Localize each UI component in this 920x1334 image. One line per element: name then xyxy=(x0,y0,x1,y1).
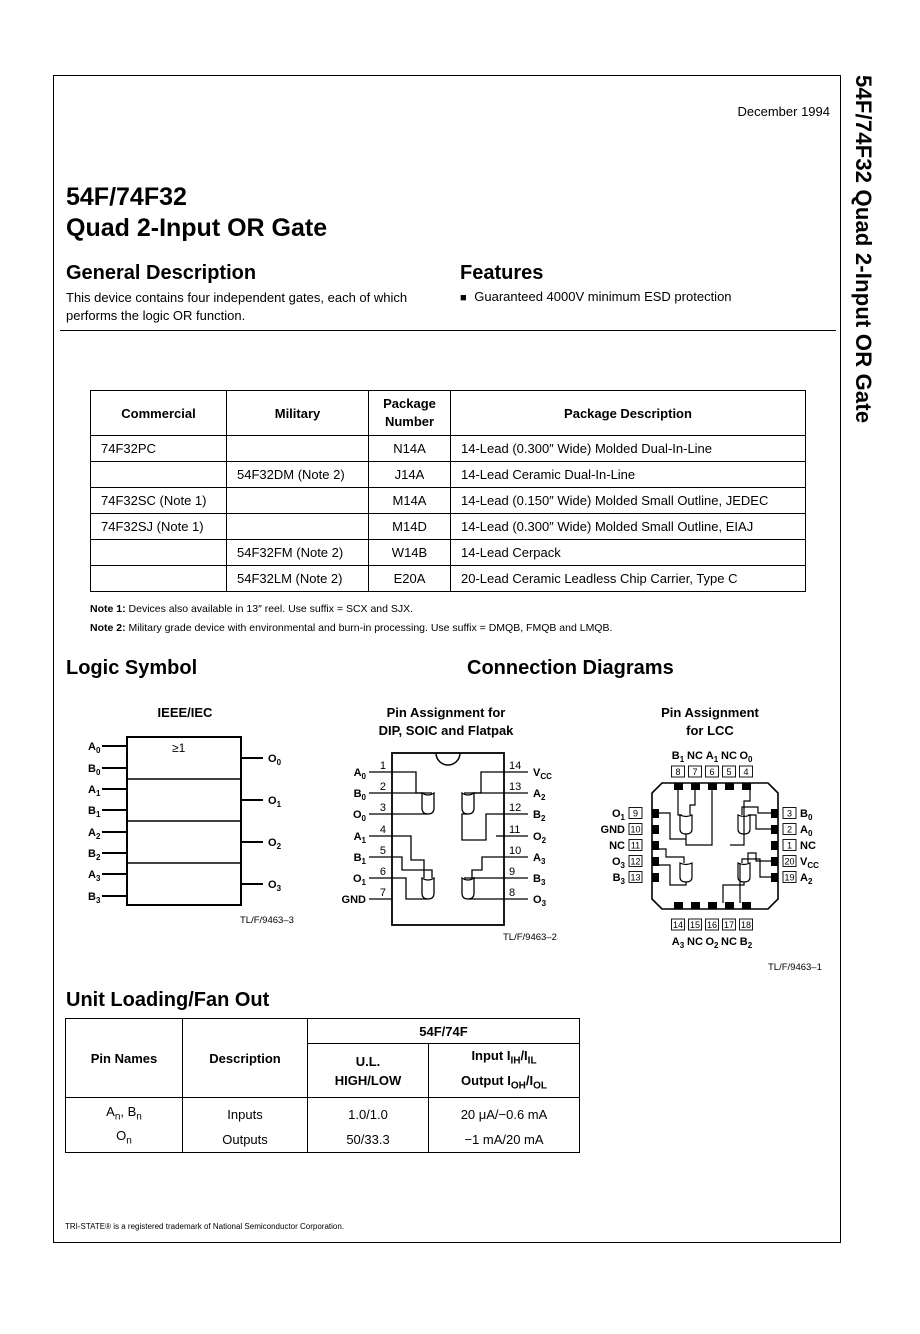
lcc-pin-number: 4 xyxy=(743,767,749,777)
cell-commercial: 74F32SJ (Note 1) xyxy=(91,514,227,540)
general-description-text xyxy=(66,289,407,325)
divider xyxy=(60,330,836,331)
lcc-pin-label: NC xyxy=(800,840,816,852)
input-pin-label: $B_2$ xyxy=(88,848,101,862)
table-row xyxy=(66,1127,580,1153)
logic-symbol-diagram xyxy=(80,728,310,913)
side-title: 54F/74F32 Quad 2-Input OR Gate xyxy=(851,75,876,424)
cell-commercial xyxy=(91,462,227,488)
lcc-pin-number: 2 xyxy=(786,824,793,835)
lcc-pad xyxy=(725,783,734,790)
lcc-pin-number: 1 xyxy=(786,840,793,851)
dip-pin-number: 14 xyxy=(509,760,522,772)
note-2: Note 2: Military grade device with environmental and burn-in processing. Use suffix = DMQB, FMQB and LMQB. xyxy=(90,622,613,634)
cell-package-description: 20-Lead Ceramic Leadless Chip Carrier, Type C xyxy=(451,566,806,592)
lcc-pad xyxy=(771,809,778,818)
output-pin-label: $O_1$ xyxy=(268,795,282,809)
input-pin-label: $A_2$ xyxy=(88,827,101,841)
title-description: Quad 2-Input OR Gate xyxy=(66,214,328,242)
lcc-pin-number: 8 xyxy=(675,767,681,777)
lcc-pin-number: 13 xyxy=(630,872,641,883)
lcc-pin-label: $B_1$ xyxy=(671,750,685,764)
lcc-pad xyxy=(652,825,659,834)
lcc-pin-number: 14 xyxy=(672,920,684,930)
lcc-pad xyxy=(725,902,734,909)
logic-symbol-heading: Logic Symbol xyxy=(66,657,198,679)
cell-commercial: 74F32SC (Note 1) xyxy=(91,488,227,514)
lcc-pad xyxy=(674,902,683,909)
dip-pin-number: 3 xyxy=(379,802,386,814)
lcc-pin-number: 11 xyxy=(630,840,641,851)
lcc-pad xyxy=(652,873,659,882)
cell-commercial xyxy=(91,540,227,566)
date: December 1994 xyxy=(737,104,830,119)
input-pin-label: $A_1$ xyxy=(88,784,101,798)
col-commercial: Commercial xyxy=(91,391,227,436)
lcc-pad xyxy=(691,783,700,790)
lcc-pin-number: 7 xyxy=(692,767,698,777)
lcc-pin-label: $O_0$ xyxy=(739,750,753,764)
table-header-row xyxy=(91,391,806,436)
table-row xyxy=(91,488,806,514)
table-row xyxy=(91,540,806,566)
cell-military: 54F32FM (Note 2) xyxy=(227,540,369,566)
cell-package-description: 14-Lead Ceramic Dual-In-Line xyxy=(451,462,806,488)
lcc-pin-number: 10 xyxy=(630,824,641,835)
lcc-pin-number: 6 xyxy=(709,767,715,777)
lcc-pin-label: $B_2$ xyxy=(739,936,753,950)
cell-military xyxy=(227,514,369,540)
table-row xyxy=(91,514,806,540)
lcc-pin-label: $A_3$ xyxy=(671,936,685,950)
lcc-pin-label: $B_0$ xyxy=(800,808,813,822)
lcc-pin-label: GND xyxy=(600,824,625,836)
dip-pin-number: 4 xyxy=(379,824,386,836)
logic-symbol-ref: TL/F/9463–3 xyxy=(240,915,294,926)
cell-package-number: M14A xyxy=(369,488,451,514)
ordering-table xyxy=(90,390,806,592)
dip-pin-label: $O_1$ xyxy=(352,873,366,887)
dip-pin-label: $A_0$ xyxy=(353,767,366,781)
cell-military xyxy=(227,436,369,462)
lcc-diagram xyxy=(600,745,825,955)
dip-pin-number: 2 xyxy=(379,781,386,793)
input-pin-label: $B_1$ xyxy=(88,805,101,819)
dip-pin-number: 7 xyxy=(379,887,386,899)
note-1: Note 1: Devices also available in 13″ reel. Use suffix = SCX and SJX. xyxy=(90,603,414,615)
dip-pin-number: 10 xyxy=(509,845,522,857)
ge1-label: ≥1 xyxy=(172,741,186,755)
output-pin-label: $O_3$ xyxy=(268,879,282,893)
lcc-pad xyxy=(708,902,717,909)
dip-pin-number: 6 xyxy=(379,866,386,878)
lcc-pad xyxy=(771,873,778,882)
lcc-pin-number: 20 xyxy=(784,856,795,867)
lcc-pad xyxy=(742,902,751,909)
lcc-pin-label: $O_3$ xyxy=(611,856,625,870)
lcc-pad xyxy=(652,809,659,818)
col-description: Description xyxy=(183,1019,308,1098)
dip-diagram xyxy=(336,748,566,933)
cell-military: 54F32LM (Note 2) xyxy=(227,566,369,592)
dip-pin-label: $A_1$ xyxy=(353,831,366,845)
unit-loading-table xyxy=(65,1018,580,1153)
ieee-caption: IEEE/IEC xyxy=(157,705,213,720)
lcc-pin-number: 16 xyxy=(706,920,718,930)
dip-pin-number: 13 xyxy=(509,781,522,793)
dip-pin-label: $B_1$ xyxy=(353,852,366,866)
feature-text: Guaranteed 4000V minimum ESD protection xyxy=(474,289,732,304)
dip-pin-label: $O_2$ xyxy=(533,831,547,845)
pin-description: Inputs xyxy=(183,1098,308,1127)
cell-package-number: E20A xyxy=(369,566,451,592)
lcc-pad xyxy=(691,902,700,909)
footer-trademark: TRI-STATE® is a registered trademark of National Semiconductor Corporation. xyxy=(65,1222,345,1231)
pin-current: −1 mA/20 mA xyxy=(429,1127,580,1153)
dip-pin-number: 12 xyxy=(509,802,522,814)
cell-package-number: W14B xyxy=(369,540,451,566)
col-input-output-current: Input $I_{IH}/I_{IL}$ Output $I_{OH}/I_{OL}$ xyxy=(429,1044,580,1098)
lcc-pin-number: 19 xyxy=(784,872,795,883)
dip-pin-label: $A_3$ xyxy=(533,852,546,866)
dip-ref: TL/F/9463–2 xyxy=(503,932,557,943)
col-pin-names: Pin Names xyxy=(66,1019,183,1098)
dip-pin-number: 9 xyxy=(509,866,516,878)
cell-military: 54F32DM (Note 2) xyxy=(227,462,369,488)
col-package-description: Package Description xyxy=(451,391,806,436)
lcc-pin-number: 5 xyxy=(726,767,732,777)
table-row xyxy=(91,462,806,488)
dip-pin-label: $V_{CC}$ xyxy=(533,767,552,781)
dip-pin-number: 5 xyxy=(379,845,386,857)
dip-caption: Pin Assignment for DIP, SOIC and Flatpak xyxy=(378,705,514,738)
output-pin-label: $O_0$ xyxy=(268,753,282,767)
lcc-pin-label: NC xyxy=(609,840,625,852)
dip-pin-label: $B_3$ xyxy=(533,873,546,887)
lcc-package xyxy=(652,783,778,909)
table-row xyxy=(91,566,806,592)
cell-package-number: N14A xyxy=(369,436,451,462)
lcc-pad xyxy=(771,857,778,866)
features-heading: Features xyxy=(460,262,544,284)
lcc-pin-label: $A_2$ xyxy=(800,872,813,886)
lcc-pin-label: $A_0$ xyxy=(800,824,813,838)
col-group: 54F/74F xyxy=(308,1019,580,1044)
dip-pin-label: $B_2$ xyxy=(533,809,546,823)
lcc-pad xyxy=(771,841,778,850)
unit-loading-heading: Unit Loading/Fan Out xyxy=(66,989,270,1011)
dip-pin-number: 1 xyxy=(379,760,386,772)
col-package-number: Package Number xyxy=(369,391,451,436)
cell-commercial xyxy=(91,566,227,592)
input-pin-label: $A_0$ xyxy=(88,741,101,755)
lcc-pin-label: NC xyxy=(721,936,737,948)
dip-notch xyxy=(436,753,460,765)
lcc-caption: Pin Assignment for LCC xyxy=(661,705,759,738)
lcc-pin-number: 3 xyxy=(786,808,793,819)
lcc-pin-label: NC xyxy=(721,750,737,762)
lcc-pin-number: 12 xyxy=(630,856,641,867)
title-part-number: 54F/74F32 xyxy=(66,183,187,211)
lcc-pin-label: $A_1$ xyxy=(705,750,719,764)
lcc-pin-number: 9 xyxy=(632,808,639,819)
table-row xyxy=(66,1098,580,1127)
bullet-icon: ■ xyxy=(460,292,467,304)
cell-military xyxy=(227,488,369,514)
lcc-pad xyxy=(771,825,778,834)
pin-name: $A_n$, $B_n$ xyxy=(66,1098,183,1127)
general-text-line: performs the logic OR function. xyxy=(66,308,246,323)
table-header-row xyxy=(66,1019,580,1044)
dip-pin-number: 11 xyxy=(509,824,521,836)
lcc-ref: TL/F/9463–1 xyxy=(768,962,822,973)
cell-package-description: 14-Lead Cerpack xyxy=(451,540,806,566)
lcc-pin-label: $B_3$ xyxy=(612,872,625,886)
lcc-pad xyxy=(652,841,659,850)
cell-package-description: 14-Lead (0.300″ Wide) Molded Dual-In-Line xyxy=(451,436,806,462)
cell-package-number: J14A xyxy=(369,462,451,488)
input-pin-label: $B_3$ xyxy=(88,891,101,905)
lcc-pin-label: NC xyxy=(687,936,703,948)
pin-name: $O_n$ xyxy=(66,1127,183,1153)
output-pin-label: $O_2$ xyxy=(268,837,282,851)
cell-package-description: 14-Lead (0.300″ Wide) Molded Small Outline, EIAJ xyxy=(451,514,806,540)
lcc-pin-number: 15 xyxy=(689,920,701,930)
features-item xyxy=(460,288,732,307)
cell-package-description: 14-Lead (0.150″ Wide) Molded Small Outline, JEDEC xyxy=(451,488,806,514)
connection-diagrams-heading: Connection Diagrams xyxy=(467,657,674,679)
dip-pin-label: $O_0$ xyxy=(352,809,366,823)
general-description-heading: General Description xyxy=(66,262,257,284)
lcc-pin-number: 17 xyxy=(723,920,735,930)
input-pin-label: $B_0$ xyxy=(88,763,101,777)
lcc-pad xyxy=(652,857,659,866)
lcc-pin-label: $O_2$ xyxy=(705,936,719,950)
lcc-pad xyxy=(708,783,717,790)
cell-package-number: M14D xyxy=(369,514,451,540)
pin-current: 20 μA/−0.6 mA xyxy=(429,1098,580,1127)
table-row xyxy=(91,436,806,462)
dip-pin-label: $B_0$ xyxy=(353,788,366,802)
lcc-pin-number: 18 xyxy=(740,920,752,930)
pin-ul: 50/33.3 xyxy=(308,1127,429,1153)
lcc-pad xyxy=(674,783,683,790)
dip-pin-number: 8 xyxy=(509,887,516,899)
dip-pin-label: $A_2$ xyxy=(533,788,546,802)
general-text-line: This device contains four independent gates, each of which xyxy=(66,290,408,305)
cell-commercial: 74F32PC xyxy=(91,436,227,462)
lcc-pin-label: $O_1$ xyxy=(611,808,625,822)
col-military: Military xyxy=(227,391,369,436)
page-title xyxy=(66,182,327,244)
dip-pin-label: $O_3$ xyxy=(533,894,547,908)
dip-pin-label: GND xyxy=(341,894,366,906)
lcc-pin-label: $V_{CC}$ xyxy=(800,856,819,870)
lcc-pin-label: NC xyxy=(687,750,703,762)
input-pin-label: $A_3$ xyxy=(88,869,101,883)
col-ul: U.L. HIGH/LOW xyxy=(308,1044,429,1098)
pin-ul: 1.0/1.0 xyxy=(308,1098,429,1127)
lcc-pad xyxy=(742,783,751,790)
pin-description: Outputs xyxy=(183,1127,308,1153)
